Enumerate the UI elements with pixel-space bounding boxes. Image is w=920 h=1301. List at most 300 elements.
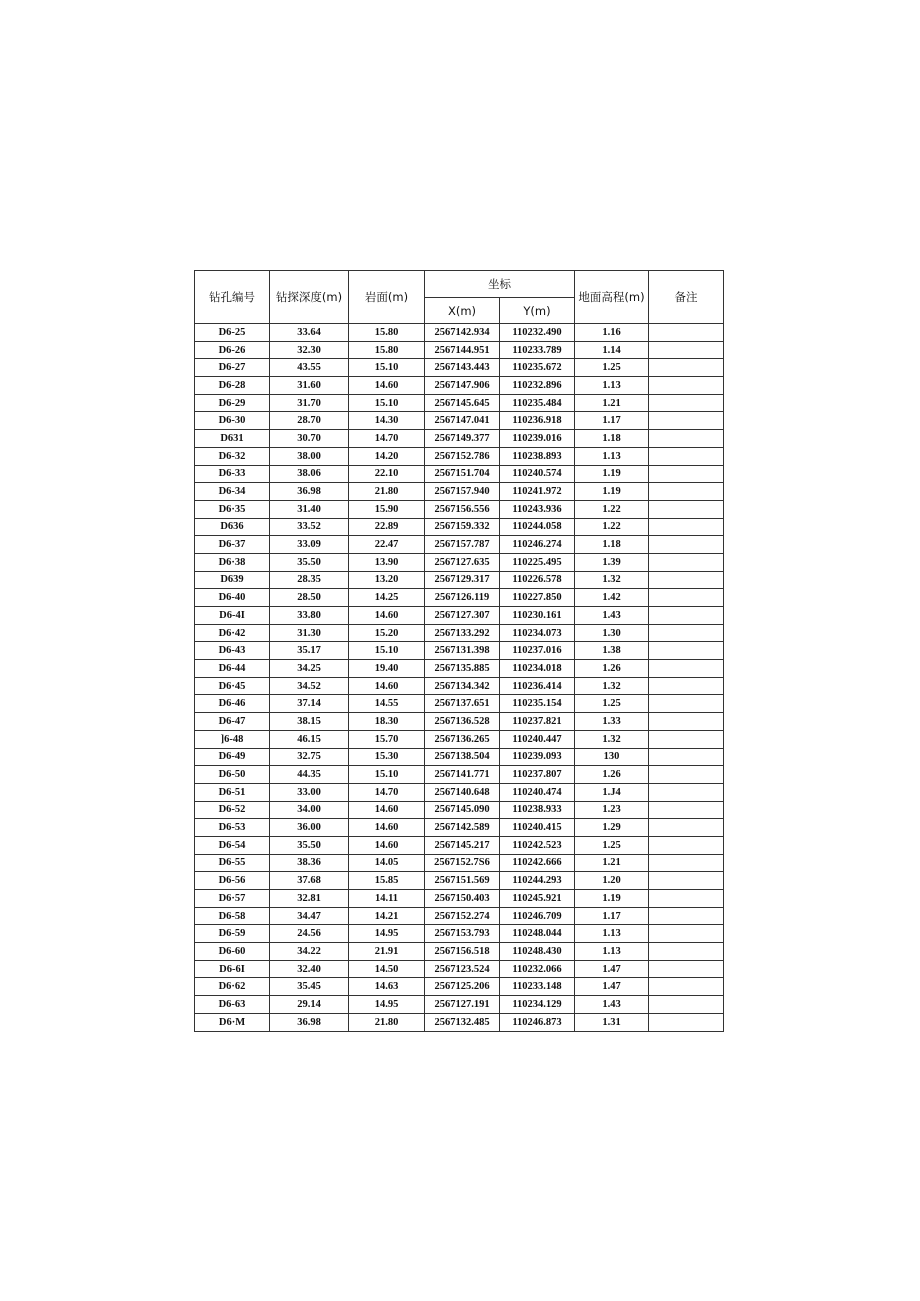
cell-y: 110234.129 <box>500 996 575 1014</box>
cell-depth: 44.35 <box>270 766 349 784</box>
cell-rock-surface: 14.70 <box>349 430 425 448</box>
cell-y: 110246.274 <box>500 536 575 554</box>
cell-remarks <box>649 836 724 854</box>
table-row <box>195 324 724 342</box>
cell-depth: 38.06 <box>270 465 349 483</box>
cell-rock-surface: 19.40 <box>349 660 425 678</box>
cell-hole-id: D639 <box>195 571 270 589</box>
cell-elevation: 1.31 <box>575 1013 649 1031</box>
cell-elevation: 1.19 <box>575 465 649 483</box>
cell-depth: 46.15 <box>270 730 349 748</box>
table-row <box>195 412 724 430</box>
cell-y: 110246.709 <box>500 907 575 925</box>
cell-remarks <box>649 960 724 978</box>
cell-rock-surface: 21.80 <box>349 483 425 501</box>
header-coordinates: 坐标 <box>425 271 575 298</box>
table-row <box>195 943 724 961</box>
cell-rock-surface: 15.70 <box>349 730 425 748</box>
cell-x: 2567138.504 <box>425 748 500 766</box>
cell-x: 2567147.906 <box>425 377 500 395</box>
cell-elevation: 1.25 <box>575 695 649 713</box>
cell-hole-id: D6-29 <box>195 394 270 412</box>
cell-x: 2567145.645 <box>425 394 500 412</box>
cell-depth: 33.00 <box>270 783 349 801</box>
table-row <box>195 854 724 872</box>
cell-depth: 32.81 <box>270 890 349 908</box>
table-row <box>195 713 724 731</box>
cell-elevation: 1.43 <box>575 607 649 625</box>
cell-depth: 29.14 <box>270 996 349 1014</box>
cell-elevation: 1.19 <box>575 890 649 908</box>
cell-rock-surface: 15.20 <box>349 624 425 642</box>
cell-hole-id: D6-40 <box>195 589 270 607</box>
table-row <box>195 766 724 784</box>
cell-remarks <box>649 943 724 961</box>
cell-hole-id: D6-44 <box>195 660 270 678</box>
cell-y: 110239.016 <box>500 430 575 448</box>
cell-hole-id: D6-52 <box>195 801 270 819</box>
table-row <box>195 907 724 925</box>
cell-hole-id: D6-37 <box>195 536 270 554</box>
table-header <box>195 271 724 324</box>
cell-remarks <box>649 677 724 695</box>
cell-x: 2567136.528 <box>425 713 500 731</box>
cell-remarks <box>649 660 724 678</box>
cell-remarks <box>649 819 724 837</box>
table-row <box>195 394 724 412</box>
cell-rock-surface: 14.05 <box>349 854 425 872</box>
cell-remarks <box>649 447 724 465</box>
cell-depth: 34.25 <box>270 660 349 678</box>
cell-hole-id: D6·62 <box>195 978 270 996</box>
cell-x: 2567125.206 <box>425 978 500 996</box>
cell-y: 110237.807 <box>500 766 575 784</box>
cell-elevation: 1.18 <box>575 430 649 448</box>
cell-rock-surface: 14.95 <box>349 996 425 1014</box>
cell-y: 110240.415 <box>500 819 575 837</box>
cell-hole-id: D6·57 <box>195 890 270 908</box>
cell-remarks <box>649 713 724 731</box>
cell-elevation: 1.39 <box>575 553 649 571</box>
cell-rock-surface: 22.10 <box>349 465 425 483</box>
cell-remarks <box>649 695 724 713</box>
cell-remarks <box>649 607 724 625</box>
cell-rock-surface: 14.55 <box>349 695 425 713</box>
cell-rock-surface: 14.60 <box>349 836 425 854</box>
cell-elevation: 1.13 <box>575 925 649 943</box>
cell-depth: 43.55 <box>270 359 349 377</box>
cell-x: 2567157.940 <box>425 483 500 501</box>
cell-hole-id: D6-59 <box>195 925 270 943</box>
cell-depth: 32.40 <box>270 960 349 978</box>
cell-hole-id: D6-55 <box>195 854 270 872</box>
cell-depth: 28.50 <box>270 589 349 607</box>
cell-remarks <box>649 730 724 748</box>
cell-elevation: 1.16 <box>575 324 649 342</box>
cell-y: 110235.154 <box>500 695 575 713</box>
cell-x: 2567137.651 <box>425 695 500 713</box>
cell-y: 110240.574 <box>500 465 575 483</box>
cell-y: 110235.672 <box>500 359 575 377</box>
cell-x: 2567159.332 <box>425 518 500 536</box>
cell-x: 2567149.377 <box>425 430 500 448</box>
cell-x: 2567147.041 <box>425 412 500 430</box>
cell-x: 2567152.7S6 <box>425 854 500 872</box>
cell-x: 2567156.518 <box>425 943 500 961</box>
cell-depth: 34.00 <box>270 801 349 819</box>
cell-x: 2567127.307 <box>425 607 500 625</box>
cell-elevation: 1.20 <box>575 872 649 890</box>
cell-rock-surface: 15.10 <box>349 766 425 784</box>
cell-y: 110234.018 <box>500 660 575 678</box>
cell-x: 2567156.556 <box>425 500 500 518</box>
cell-x: 2567136.265 <box>425 730 500 748</box>
cell-hole-id: D6-27 <box>195 359 270 377</box>
cell-elevation: 1.21 <box>575 394 649 412</box>
cell-remarks <box>649 324 724 342</box>
cell-x: 2567151.569 <box>425 872 500 890</box>
cell-rock-surface: 14.60 <box>349 819 425 837</box>
cell-y: 110244.058 <box>500 518 575 536</box>
cell-hole-id: D6·38 <box>195 553 270 571</box>
cell-hole-id: D6-25 <box>195 324 270 342</box>
cell-elevation: 1.21 <box>575 854 649 872</box>
cell-y: 110227.850 <box>500 589 575 607</box>
cell-hole-id: D6-63 <box>195 996 270 1014</box>
cell-elevation: 1.25 <box>575 836 649 854</box>
cell-x: 2567145.090 <box>425 801 500 819</box>
cell-x: 2567126.119 <box>425 589 500 607</box>
cell-x: 2567127.191 <box>425 996 500 1014</box>
cell-y: 110232.896 <box>500 377 575 395</box>
cell-y: 110237.016 <box>500 642 575 660</box>
cell-hole-id: D6-49 <box>195 748 270 766</box>
cell-remarks <box>649 377 724 395</box>
cell-rock-surface: 14.95 <box>349 925 425 943</box>
cell-remarks <box>649 589 724 607</box>
cell-elevation: 1.19 <box>575 483 649 501</box>
cell-depth: 35.17 <box>270 642 349 660</box>
cell-hole-id: D6-6I <box>195 960 270 978</box>
cell-remarks <box>649 624 724 642</box>
cell-elevation: 1.26 <box>575 766 649 784</box>
cell-hole-id: D6-43 <box>195 642 270 660</box>
cell-rock-surface: 15.10 <box>349 394 425 412</box>
cell-elevation: 1.J4 <box>575 783 649 801</box>
cell-elevation: 1.22 <box>575 500 649 518</box>
cell-rock-surface: 21.91 <box>349 943 425 961</box>
cell-elevation: 1.14 <box>575 341 649 359</box>
table-row <box>195 890 724 908</box>
cell-remarks <box>649 996 724 1014</box>
header-x: X(m) <box>425 298 500 324</box>
cell-rock-surface: 13.90 <box>349 553 425 571</box>
table-row <box>195 695 724 713</box>
table-row <box>195 536 724 554</box>
cell-y: 110233.789 <box>500 341 575 359</box>
cell-rock-surface: 21.80 <box>349 1013 425 1031</box>
table-body <box>195 324 724 1032</box>
cell-rock-surface: 14.60 <box>349 677 425 695</box>
table-row <box>195 430 724 448</box>
cell-depth: 38.00 <box>270 447 349 465</box>
cell-hole-id: D6-30 <box>195 412 270 430</box>
cell-y: 110242.523 <box>500 836 575 854</box>
cell-x: 2567152.274 <box>425 907 500 925</box>
cell-y: 110243.936 <box>500 500 575 518</box>
table-row <box>195 978 724 996</box>
table-row <box>195 836 724 854</box>
cell-remarks <box>649 412 724 430</box>
header-remarks: 备注 <box>649 271 724 324</box>
table-row <box>195 518 724 536</box>
table-row <box>195 465 724 483</box>
table-row <box>195 359 724 377</box>
cell-elevation: 1.33 <box>575 713 649 731</box>
cell-elevation: 1.47 <box>575 960 649 978</box>
cell-remarks <box>649 978 724 996</box>
cell-remarks <box>649 801 724 819</box>
cell-elevation: 1.23 <box>575 801 649 819</box>
header-y: Y(m) <box>500 298 575 324</box>
cell-remarks <box>649 783 724 801</box>
table-row <box>195 996 724 1014</box>
cell-y: 110244.293 <box>500 872 575 890</box>
cell-elevation: 1.32 <box>575 677 649 695</box>
cell-y: 110245.921 <box>500 890 575 908</box>
cell-rock-surface: 15.85 <box>349 872 425 890</box>
cell-y: 110246.873 <box>500 1013 575 1031</box>
cell-remarks <box>649 430 724 448</box>
cell-x: 2567129.317 <box>425 571 500 589</box>
table-row <box>195 819 724 837</box>
table-row <box>195 730 724 748</box>
cell-hole-id: D6-53 <box>195 819 270 837</box>
cell-rock-surface: 14.63 <box>349 978 425 996</box>
cell-hole-id: D636 <box>195 518 270 536</box>
cell-x: 2567145.217 <box>425 836 500 854</box>
cell-rock-surface: 15.80 <box>349 324 425 342</box>
cell-depth: 28.70 <box>270 412 349 430</box>
cell-elevation: 1.30 <box>575 624 649 642</box>
table-row <box>195 783 724 801</box>
table-row <box>195 660 724 678</box>
cell-depth: 33.80 <box>270 607 349 625</box>
cell-hole-id: D6·M <box>195 1013 270 1031</box>
cell-y: 110238.933 <box>500 801 575 819</box>
cell-elevation: 1.13 <box>575 377 649 395</box>
cell-elevation: 1.17 <box>575 907 649 925</box>
cell-remarks <box>649 748 724 766</box>
cell-remarks <box>649 571 724 589</box>
cell-rock-surface: 14.70 <box>349 783 425 801</box>
cell-depth: 36.00 <box>270 819 349 837</box>
cell-depth: 36.98 <box>270 483 349 501</box>
cell-rock-surface: 15.80 <box>349 341 425 359</box>
cell-y: 110241.972 <box>500 483 575 501</box>
cell-hole-id: D6-54 <box>195 836 270 854</box>
cell-x: 2567143.443 <box>425 359 500 377</box>
cell-rock-surface: 14.30 <box>349 412 425 430</box>
cell-depth: 30.70 <box>270 430 349 448</box>
table-row <box>195 872 724 890</box>
table-row <box>195 925 724 943</box>
cell-remarks <box>649 341 724 359</box>
table-row <box>195 483 724 501</box>
cell-x: 2567134.342 <box>425 677 500 695</box>
table-row <box>195 341 724 359</box>
cell-depth: 24.56 <box>270 925 349 943</box>
cell-y: 110236.918 <box>500 412 575 430</box>
cell-x: 2567140.648 <box>425 783 500 801</box>
cell-remarks <box>649 1013 724 1031</box>
table-row <box>195 801 724 819</box>
cell-depth: 35.50 <box>270 553 349 571</box>
cell-depth: 34.52 <box>270 677 349 695</box>
cell-x: 2567152.786 <box>425 447 500 465</box>
cell-elevation: 1.47 <box>575 978 649 996</box>
header-depth: 钻探深度(m) <box>270 271 349 324</box>
cell-depth: 36.98 <box>270 1013 349 1031</box>
cell-rock-surface: 14.60 <box>349 801 425 819</box>
cell-remarks <box>649 536 724 554</box>
cell-elevation: 1.13 <box>575 943 649 961</box>
table-row <box>195 1013 724 1031</box>
header-elevation: 地面高程(m) <box>575 271 649 324</box>
cell-remarks <box>649 925 724 943</box>
cell-depth: 32.75 <box>270 748 349 766</box>
cell-rock-surface: 15.30 <box>349 748 425 766</box>
cell-hole-id: D631 <box>195 430 270 448</box>
cell-depth: 35.50 <box>270 836 349 854</box>
cell-remarks <box>649 766 724 784</box>
cell-x: 2567141.771 <box>425 766 500 784</box>
cell-y: 110248.044 <box>500 925 575 943</box>
cell-hole-id: D6-26 <box>195 341 270 359</box>
cell-depth: 31.60 <box>270 377 349 395</box>
cell-depth: 33.09 <box>270 536 349 554</box>
cell-hole-id: D6-58 <box>195 907 270 925</box>
table-row <box>195 571 724 589</box>
cell-rock-surface: 22.89 <box>349 518 425 536</box>
cell-y: 110240.447 <box>500 730 575 748</box>
cell-y: 110230.161 <box>500 607 575 625</box>
cell-rock-surface: 14.20 <box>349 447 425 465</box>
cell-remarks <box>649 500 724 518</box>
cell-hole-id: D6-51 <box>195 783 270 801</box>
cell-elevation: 130 <box>575 748 649 766</box>
cell-hole-id: ]6-48 <box>195 730 270 748</box>
cell-x: 2567151.704 <box>425 465 500 483</box>
cell-remarks <box>649 553 724 571</box>
cell-x: 2567123.524 <box>425 960 500 978</box>
table-row <box>195 447 724 465</box>
cell-remarks <box>649 854 724 872</box>
cell-depth: 28.35 <box>270 571 349 589</box>
cell-elevation: 1.38 <box>575 642 649 660</box>
cell-elevation: 1.18 <box>575 536 649 554</box>
cell-hole-id: D6·45 <box>195 677 270 695</box>
cell-elevation: 1.43 <box>575 996 649 1014</box>
cell-x: 2567142.589 <box>425 819 500 837</box>
header-rock-surface: 岩面(m) <box>349 271 425 324</box>
cell-depth: 37.68 <box>270 872 349 890</box>
cell-hole-id: D6-34 <box>195 483 270 501</box>
cell-y: 110237.821 <box>500 713 575 731</box>
cell-depth: 32.30 <box>270 341 349 359</box>
cell-rock-surface: 14.60 <box>349 607 425 625</box>
cell-depth: 35.45 <box>270 978 349 996</box>
cell-elevation: 1.17 <box>575 412 649 430</box>
table-row <box>195 642 724 660</box>
table-row <box>195 553 724 571</box>
cell-y: 110225.495 <box>500 553 575 571</box>
table-row <box>195 377 724 395</box>
cell-hole-id: D6-46 <box>195 695 270 713</box>
cell-depth: 34.47 <box>270 907 349 925</box>
cell-x: 2567127.635 <box>425 553 500 571</box>
cell-elevation: 1.42 <box>575 589 649 607</box>
cell-rock-surface: 18.30 <box>349 713 425 731</box>
table-row <box>195 607 724 625</box>
cell-x: 2567144.951 <box>425 341 500 359</box>
cell-depth: 34.22 <box>270 943 349 961</box>
cell-hole-id: D6·42 <box>195 624 270 642</box>
cell-y: 110239.093 <box>500 748 575 766</box>
cell-y: 110236.414 <box>500 677 575 695</box>
cell-y: 110240.474 <box>500 783 575 801</box>
cell-depth: 31.30 <box>270 624 349 642</box>
cell-depth: 38.15 <box>270 713 349 731</box>
cell-x: 2567157.787 <box>425 536 500 554</box>
borehole-table <box>194 270 724 1032</box>
cell-rock-surface: 22.47 <box>349 536 425 554</box>
cell-remarks <box>649 394 724 412</box>
cell-elevation: 1.22 <box>575 518 649 536</box>
cell-hole-id: D6-60 <box>195 943 270 961</box>
cell-y: 110234.073 <box>500 624 575 642</box>
cell-elevation: 1.26 <box>575 660 649 678</box>
cell-rock-surface: 15.10 <box>349 642 425 660</box>
cell-y: 110232.490 <box>500 324 575 342</box>
cell-elevation: 1.32 <box>575 730 649 748</box>
cell-remarks <box>649 465 724 483</box>
cell-hole-id: D6-47 <box>195 713 270 731</box>
cell-x: 2567150.403 <box>425 890 500 908</box>
cell-rock-surface: 14.60 <box>349 377 425 395</box>
cell-remarks <box>649 642 724 660</box>
cell-y: 110232.066 <box>500 960 575 978</box>
cell-elevation: 1.13 <box>575 447 649 465</box>
table-row <box>195 624 724 642</box>
cell-hole-id: D6-50 <box>195 766 270 784</box>
cell-y: 110226.578 <box>500 571 575 589</box>
cell-x: 2567131.398 <box>425 642 500 660</box>
cell-y: 110233.148 <box>500 978 575 996</box>
cell-remarks <box>649 359 724 377</box>
cell-hole-id: D6-32 <box>195 447 270 465</box>
cell-remarks <box>649 483 724 501</box>
table-row <box>195 960 724 978</box>
cell-depth: 38.36 <box>270 854 349 872</box>
cell-x: 2567135.885 <box>425 660 500 678</box>
cell-elevation: 1.29 <box>575 819 649 837</box>
cell-depth: 33.64 <box>270 324 349 342</box>
cell-rock-surface: 15.10 <box>349 359 425 377</box>
cell-rock-surface: 14.50 <box>349 960 425 978</box>
cell-hole-id: D6-4I <box>195 607 270 625</box>
cell-remarks <box>649 890 724 908</box>
